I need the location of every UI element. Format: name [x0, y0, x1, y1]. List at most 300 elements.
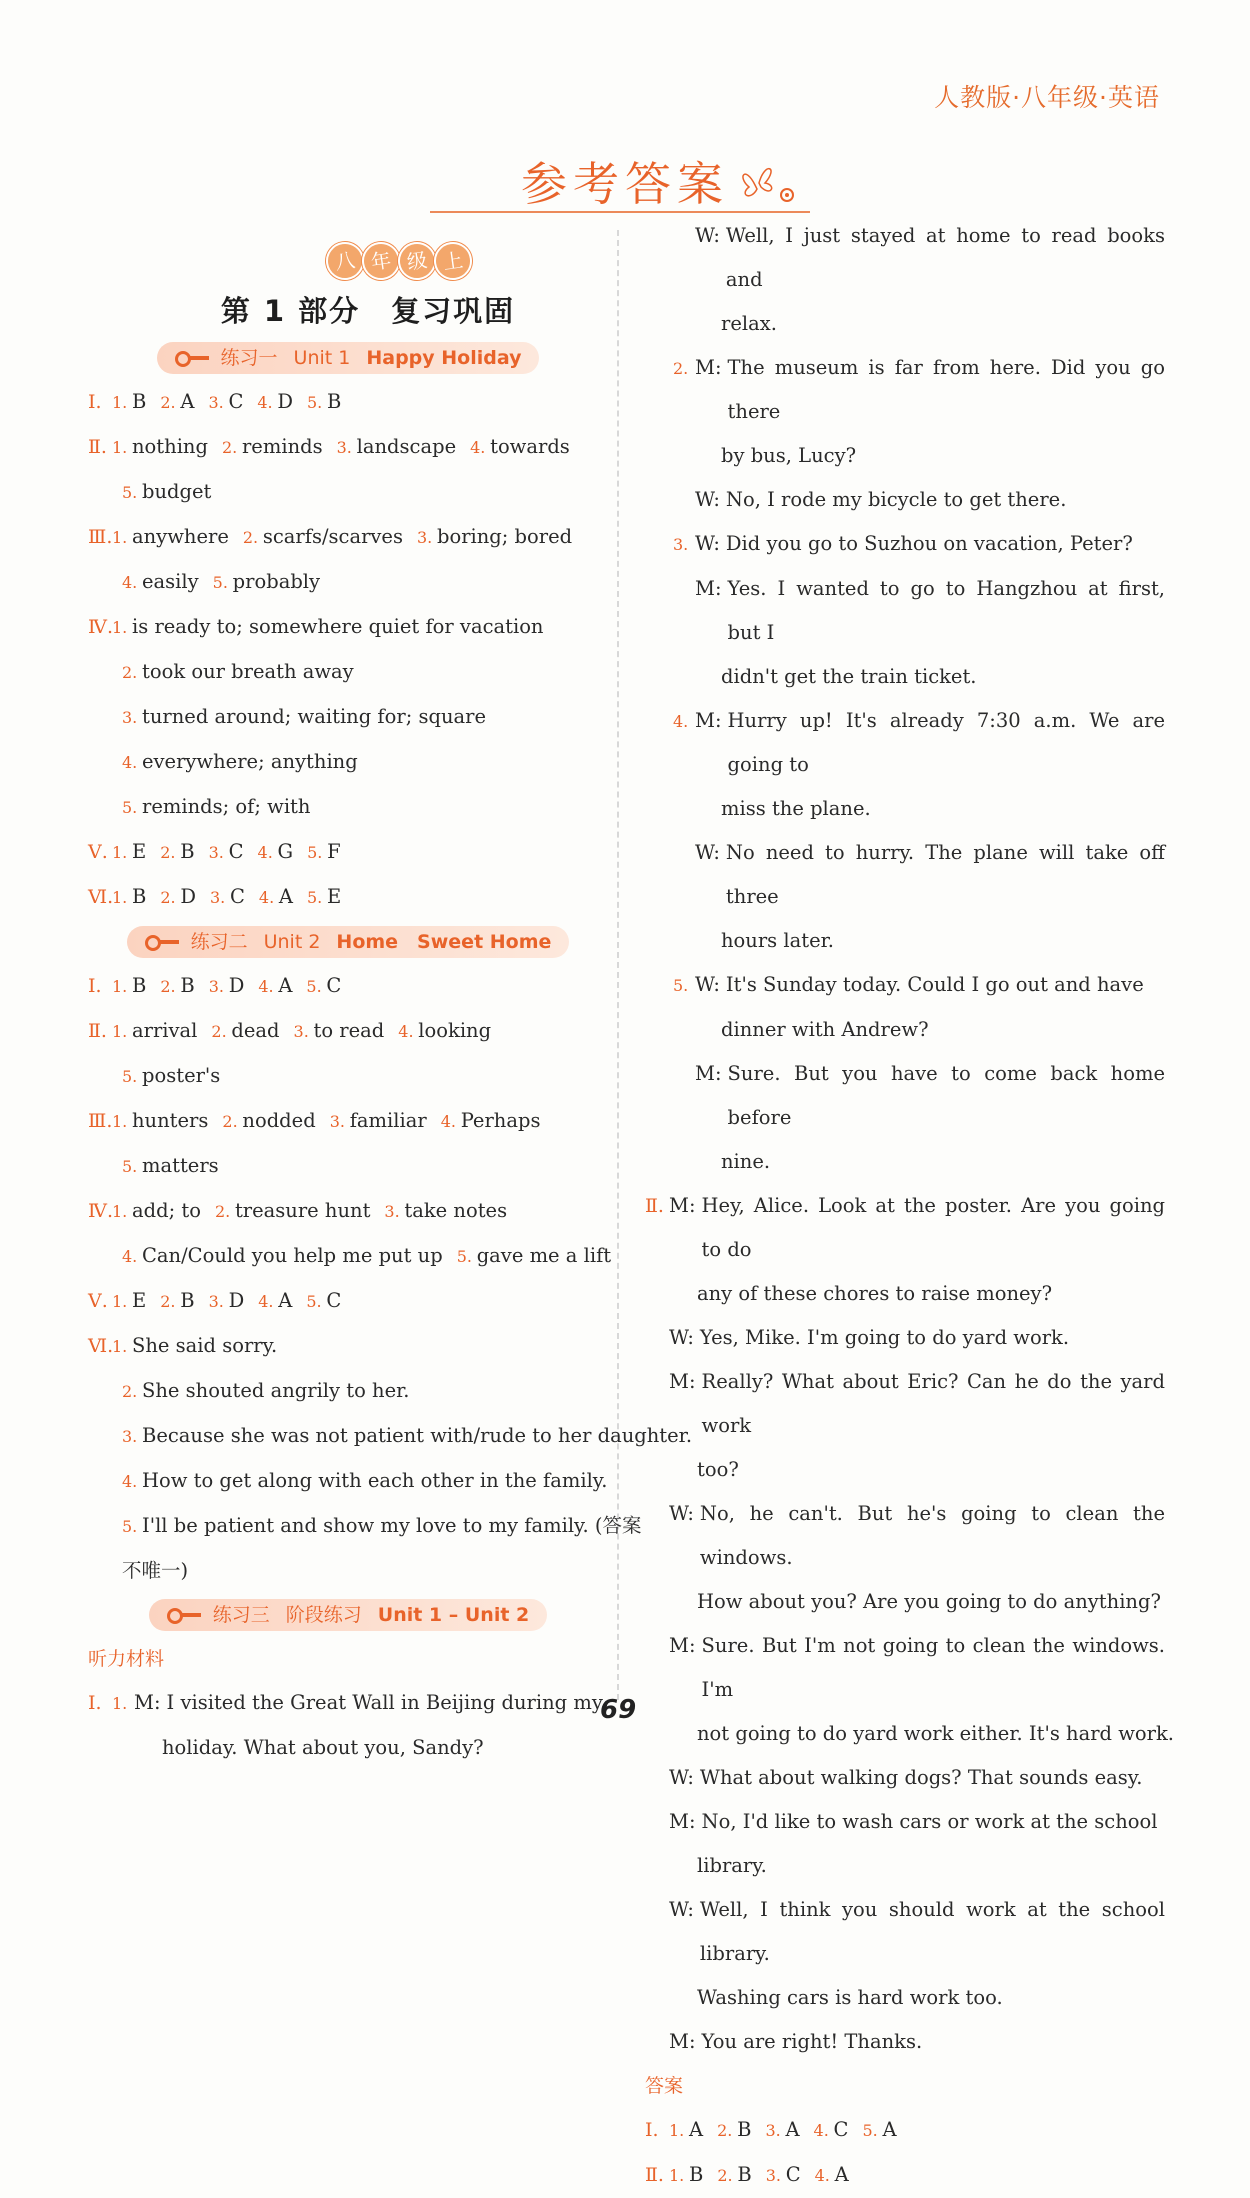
item-number [673, 567, 695, 655]
item-number: 1. [112, 1292, 128, 1311]
item-answer: A [278, 885, 293, 908]
answer-item [258, 1279, 292, 1324]
answer-row [88, 605, 608, 650]
item-number: 5. [307, 888, 323, 907]
answer-item [210, 875, 245, 920]
item-number [673, 831, 695, 919]
item-answer: How to get along with each other in the family. [142, 1469, 608, 1492]
roman-numeral: Ⅱ. [645, 2164, 664, 2186]
dialogue-line [645, 1316, 1165, 1360]
item-number: 4. [122, 1472, 138, 1491]
item-number: 5. [122, 1157, 138, 1176]
item-number: 4. [122, 573, 138, 592]
dialogue-text: Really? What about Eric? Can he do the yard work [701, 1370, 1165, 1437]
answer-item [211, 1009, 279, 1054]
item-answer: D [228, 974, 245, 997]
item-answer: E [132, 1289, 147, 1312]
item-answer: B [689, 2163, 704, 2186]
answer-item [122, 650, 354, 695]
speaker: M: [695, 356, 722, 379]
section-pill [149, 1599, 548, 1631]
answer-row [88, 1369, 608, 1414]
item-number: 1. [112, 393, 128, 412]
answer-item [122, 785, 310, 830]
dialogue-continuation: hours later. [721, 929, 835, 952]
dialogue-line [673, 831, 1165, 919]
speaker: M: [669, 2030, 696, 2053]
speaker: M: [695, 709, 722, 732]
roman-numeral: Ⅲ. [88, 1110, 113, 1132]
dialogue-continuation: relax. [721, 312, 777, 335]
dialogue-text: No, I'd like to wash cars or work at the school [701, 1810, 1158, 1833]
dialogue-text: Hurry up! It's already 7:30 a.m. We are going to [727, 709, 1165, 776]
answer-item [160, 1279, 194, 1324]
item-number: 2. [160, 977, 176, 996]
dialogue-line [673, 346, 1165, 434]
item-number: 5. [212, 573, 228, 592]
roman-numeral: Ⅳ. [88, 616, 114, 638]
item-answer: B [737, 2163, 752, 2186]
dialogue-continuation: library. [697, 1854, 767, 1877]
roman-numeral [645, 1492, 669, 1580]
roman-numeral [645, 1624, 669, 1712]
item-answer: She shouted angrily to her. [142, 1379, 410, 1402]
section-pill [127, 926, 570, 958]
answer-item [160, 875, 196, 920]
dialogue-line [673, 963, 1165, 1008]
speaker: W: [669, 1898, 694, 1921]
answer-item [417, 515, 572, 560]
item-number: 4. [122, 1247, 138, 1266]
roman-numeral: Ⅰ. [88, 1692, 102, 1714]
answer-item [222, 1099, 315, 1144]
answer-item [112, 380, 146, 425]
answer-row [88, 1189, 608, 1234]
item-answer: Perhaps [460, 1109, 541, 1132]
answer-item [160, 380, 194, 425]
answer-item [669, 2108, 703, 2153]
key-icon [167, 1608, 201, 1622]
answer-item [307, 875, 341, 920]
answer-row [88, 560, 608, 605]
answer-row [88, 1054, 608, 1099]
answer-row [645, 2108, 1165, 2153]
item-answer: boring; bored [436, 525, 573, 548]
item-number: 3. [209, 888, 226, 907]
answer-item [112, 964, 146, 1009]
answer-row [88, 380, 608, 425]
item-answer: B [132, 390, 147, 413]
item-number: 2. [160, 393, 176, 412]
speaker: W: [695, 488, 720, 511]
item-number: 4. [673, 712, 689, 731]
item-answer: towards [490, 435, 570, 458]
item-answer: nothing [132, 435, 208, 458]
answer-row [88, 695, 608, 740]
item-number: 5. [307, 843, 323, 862]
item-number: 5. [306, 977, 322, 996]
item-number: 3. [122, 708, 138, 727]
answer-item [814, 2108, 849, 2153]
item-answer: hunters [132, 1109, 209, 1132]
item-number: 1. [112, 1694, 128, 1713]
section-unit: 阶段练习 [285, 1604, 362, 1626]
item-answer: probably [232, 570, 321, 593]
answer-item [307, 380, 341, 425]
dialogue-continuation: miss the plane. [721, 797, 871, 820]
item-answer: A [785, 2118, 800, 2141]
right-column [645, 214, 1174, 2198]
item-answer: dead [231, 1019, 280, 1042]
item-number: 2. [717, 2121, 733, 2140]
roman-numeral [645, 1316, 669, 1360]
dialogue-line [673, 522, 1165, 567]
item-number: 1. [112, 1337, 128, 1356]
item-number: 3. [122, 1427, 138, 1446]
dialogue-continuation: dinner with Andrew? [721, 1018, 929, 1041]
item-answer: B [180, 974, 195, 997]
item-number: 3. [336, 438, 352, 457]
item-number: 2. [160, 1292, 176, 1311]
answer-item [122, 695, 486, 740]
dialogue-line [645, 1800, 1165, 1844]
dialogue-text: It's Sunday today. Could I go out and have [725, 973, 1144, 996]
answer-item [243, 515, 403, 560]
dialogue-line [673, 478, 1165, 522]
roman-numeral: Ⅲ. [88, 526, 113, 548]
speaker: M: [669, 1370, 696, 1393]
answer-item [112, 830, 146, 875]
dialogue-text: Sure. But I'm not going to clean the windows. I'm [701, 1634, 1165, 1701]
item-number: 5. [122, 1067, 138, 1086]
dialogue-continuation: How about you? Are you going to do anything? [697, 1590, 1161, 1613]
item-number [673, 478, 695, 522]
item-number [673, 1052, 695, 1140]
item-answer: reminds [241, 435, 323, 458]
section-unit: Unit 1 [293, 347, 351, 369]
grade-badge-char: 八 [324, 240, 367, 283]
item-number: 5. [306, 1292, 322, 1311]
answer-item [122, 1054, 220, 1099]
speaker: M: [695, 577, 722, 600]
answer-row [88, 1459, 608, 1504]
answer-item [122, 1459, 607, 1504]
speaker: W: [669, 1766, 694, 1789]
dialogue-text: The museum is far from here. Did you go there [727, 356, 1165, 423]
item-number: 3. [208, 843, 224, 862]
item-answer: arrival [132, 1019, 198, 1042]
dialogue-continuation: didn't get the train ticket. [721, 665, 977, 688]
listening-label: 听力材料 [88, 1648, 165, 1670]
item-answer: D [180, 885, 196, 908]
item-number: 2. [222, 1112, 238, 1131]
item-number: 4. [122, 753, 138, 772]
answer-item [112, 1279, 146, 1324]
item-answer: Because she was not patient with/rude to her daughter. [142, 1424, 693, 1447]
roman-numeral: Ⅳ. [88, 1200, 114, 1222]
item-number: 2. [673, 359, 689, 378]
item-answer: B [327, 390, 342, 413]
answer-row [88, 875, 608, 920]
speaker: M: [669, 1810, 696, 1833]
dialogue-line [645, 1492, 1165, 1580]
item-number: 4. [440, 1112, 456, 1131]
section-name: Happy Holiday [366, 347, 522, 369]
section-label: 练习二 [190, 931, 248, 953]
section-heading [88, 1593, 608, 1637]
speaker: W: [695, 532, 720, 555]
answer-item [112, 1099, 208, 1144]
dialogue-line [645, 1624, 1165, 1712]
item-answer: A [278, 974, 293, 997]
dialogue-text: No need to hurry. The plane will take off three [725, 841, 1165, 908]
item-number: 4. [257, 843, 273, 862]
dialogue-block [645, 214, 1165, 1184]
dialogue-text: Hey, Alice. Look at the poster. Are you going to do [701, 1194, 1165, 1261]
roman-numeral [645, 1800, 669, 1844]
item-number: 1. [112, 1112, 128, 1131]
answer-item [112, 875, 146, 920]
dialogue-line [673, 1052, 1165, 1140]
item-answer: reminds; of; with [142, 795, 311, 818]
answer-item [160, 964, 194, 1009]
dialogue-continuation: not going to do yard work either. It's hard work. [697, 1722, 1174, 1745]
answer-row [88, 1504, 642, 1549]
item-number: 4. [470, 438, 486, 457]
item-number: 2. [214, 1202, 231, 1221]
speaker: W: [695, 841, 720, 864]
grade-badge-char: 年 [360, 240, 403, 283]
answer-item [330, 1099, 427, 1144]
item-answer: scarfs/scarves [262, 525, 403, 548]
item-number: 3. [208, 1292, 224, 1311]
answer-item [441, 1099, 541, 1144]
answer-row [88, 785, 608, 830]
dialogue-line [645, 2020, 1165, 2064]
item-number: 1. [112, 1022, 128, 1041]
section-label: 练习三 [212, 1604, 270, 1626]
item-answer: took our breath away [142, 660, 354, 683]
item-answer: D [277, 390, 293, 413]
roman-numeral [645, 2020, 669, 2064]
item-answer: B [180, 1289, 195, 1312]
roman-numeral [645, 1360, 669, 1448]
item-number: 4. [398, 1022, 414, 1041]
roman-numeral: Ⅵ. [88, 886, 114, 908]
item-number: 3. [673, 535, 689, 554]
answer-item [112, 1324, 277, 1369]
answer-item [398, 1009, 491, 1054]
roman-numeral: Ⅴ. [88, 1290, 108, 1312]
speaker: W: [669, 1326, 694, 1349]
dialogue-text: Well, I just stayed at home to read books and [725, 224, 1165, 291]
roman-numeral [645, 1756, 669, 1800]
item-number: 5. [122, 483, 138, 502]
dialogue-line [645, 1756, 1165, 1800]
item-answer: everywhere; anything [142, 750, 358, 773]
dialogue-continuation: holiday. What about you, Sandy? [162, 1736, 484, 1759]
item-number: 2. [717, 2166, 733, 2185]
item-number: 4. [258, 1292, 274, 1311]
speaker: W: [695, 224, 720, 247]
item-answer: I'll be patient and show my love to my family. (答案 [142, 1514, 642, 1537]
item-answer: turned around; waiting for; square [142, 705, 487, 728]
item-number: 4. [258, 977, 274, 996]
answer-row [88, 1414, 693, 1459]
speaker: W: [695, 973, 720, 996]
butterfly-icon [735, 155, 805, 205]
item-number: 5. [122, 798, 138, 817]
item-answer: C [833, 2118, 849, 2141]
item-answer: She said sorry. [132, 1334, 278, 1357]
answer-item [258, 830, 294, 875]
answer-item [112, 1009, 197, 1054]
item-number: 1. [112, 618, 128, 637]
item-number: 3. [765, 2166, 781, 2185]
answer-item [306, 964, 341, 1009]
item-answer: poster's [142, 1064, 221, 1087]
item-number: 1. [669, 2166, 685, 2185]
item-answer: A [689, 2118, 704, 2141]
roman-numeral: Ⅵ. [88, 1335, 114, 1357]
roman-numeral [645, 1888, 669, 1976]
item-answer: C [785, 2163, 801, 2186]
item-answer: treasure hunt [234, 1199, 371, 1222]
dialogue-text: You are right! Thanks. [701, 2030, 923, 2053]
item-number: 1. [112, 977, 128, 996]
dialogue-text: No, I rode my bicycle to get there. [725, 488, 1067, 511]
item-answer: C [228, 840, 244, 863]
item-number: 5. [456, 1247, 472, 1266]
dialogue-continuation: by bus, Lucy? [721, 444, 857, 467]
roman-numeral: Ⅰ. [645, 2119, 659, 2141]
section-label: 练习一 [220, 347, 278, 369]
item-answer: C [228, 390, 244, 413]
answer-item [122, 470, 211, 515]
grade-badge-char: 级 [396, 240, 439, 283]
item-answer: to read [313, 1019, 385, 1042]
answer-item [862, 2108, 896, 2153]
section-heading [88, 920, 608, 964]
answer-item [337, 425, 456, 470]
page-number: 69 [600, 1695, 637, 1725]
item-number: 3. [765, 2121, 781, 2140]
item-answer: anywhere [132, 525, 229, 548]
grade-badge-char: 上 [432, 240, 475, 283]
item-answer: B [737, 2118, 752, 2141]
item-number [673, 214, 695, 302]
answer-item [222, 425, 323, 470]
speaker: W: [669, 1502, 694, 1525]
item-number: 2. [160, 888, 176, 907]
item-answer: Can/Could you help me put up [142, 1244, 443, 1267]
section-name: Home Sweet Home [336, 931, 552, 953]
dialogue-text: Yes, Mike. I'm going to do yard work. [699, 1326, 1070, 1349]
edition-label: 人教版·八年级·英语 [934, 83, 1160, 112]
item-number: 5. [307, 393, 323, 412]
item-answer: B [180, 840, 195, 863]
answer-item [215, 1189, 370, 1234]
dialogue-line [673, 699, 1165, 787]
speaker: M: [669, 1194, 696, 1217]
answer-item [122, 1504, 642, 1549]
item-answer: C [326, 1289, 342, 1312]
roman-numeral: Ⅱ. [88, 1020, 107, 1042]
item-number: 1. [112, 438, 128, 457]
section-unit: Unit 2 [263, 931, 321, 953]
item-answer: G [277, 840, 294, 863]
answer-item [122, 1369, 410, 1414]
item-answer: A [834, 2163, 849, 2186]
item-answer: looking [418, 1019, 492, 1042]
item-answer: add; to [132, 1199, 201, 1222]
item-number: 3. [208, 977, 224, 996]
answer-item [112, 425, 208, 470]
item-answer: B [132, 885, 147, 908]
item-answer: is ready to; somewhere quiet for vacation [132, 615, 544, 638]
item-answer: A [180, 390, 195, 413]
item-number: 2. [122, 663, 138, 682]
answers-label: 答案 [645, 2075, 684, 2097]
item-answer: A [278, 1289, 293, 1312]
item-number: 3. [293, 1022, 309, 1041]
answer-item [122, 1144, 219, 1189]
answer-row [88, 470, 608, 515]
item-number: 5. [673, 976, 689, 995]
item-answer: take notes [404, 1199, 508, 1222]
answer-row [88, 1144, 608, 1189]
item-answer: easily [142, 570, 199, 593]
dialogue-line [645, 1184, 1165, 1272]
item-answer: E [327, 885, 342, 908]
key-icon [145, 935, 179, 949]
answer-item [112, 1189, 201, 1234]
answer-item [307, 830, 341, 875]
item-number: 5. [122, 1517, 138, 1536]
answer-item [209, 1279, 245, 1324]
answer-row [88, 650, 608, 695]
answer-row [88, 1279, 608, 1324]
dialogue-continuation: any of these chores to raise money? [697, 1282, 1053, 1305]
item-number: 2. [160, 843, 176, 862]
item-number: 4. [257, 393, 273, 412]
dialogue-text: Did you go to Suzhou on vacation, Peter? [725, 532, 1133, 555]
answer-item [160, 830, 194, 875]
answer-item [470, 425, 570, 470]
item-number: 2. [122, 1382, 138, 1401]
answer-item [294, 1009, 385, 1054]
answer-item [815, 2153, 849, 2198]
answer-item [122, 1414, 692, 1459]
answer-row [88, 1099, 608, 1144]
answer-row [88, 1234, 612, 1279]
item-answer: familiar [349, 1109, 427, 1132]
dialogue-continuation: Washing cars is hard work too. [697, 1986, 1003, 2009]
answer-row [88, 740, 608, 785]
column-divider [617, 230, 619, 1700]
item-number: 3. [384, 1202, 400, 1221]
answer-item [259, 875, 293, 920]
speaker: M: [134, 1691, 161, 1714]
dialogue-line [88, 1681, 608, 1726]
section-heading [88, 336, 608, 380]
answer-item [112, 605, 544, 650]
item-answer: nodded [242, 1109, 316, 1132]
item-answer: C [326, 974, 342, 997]
answer-item [122, 1234, 443, 1279]
answer-row [645, 2153, 1165, 2198]
part-title: 第 1 部分 复习巩固 [220, 294, 516, 328]
